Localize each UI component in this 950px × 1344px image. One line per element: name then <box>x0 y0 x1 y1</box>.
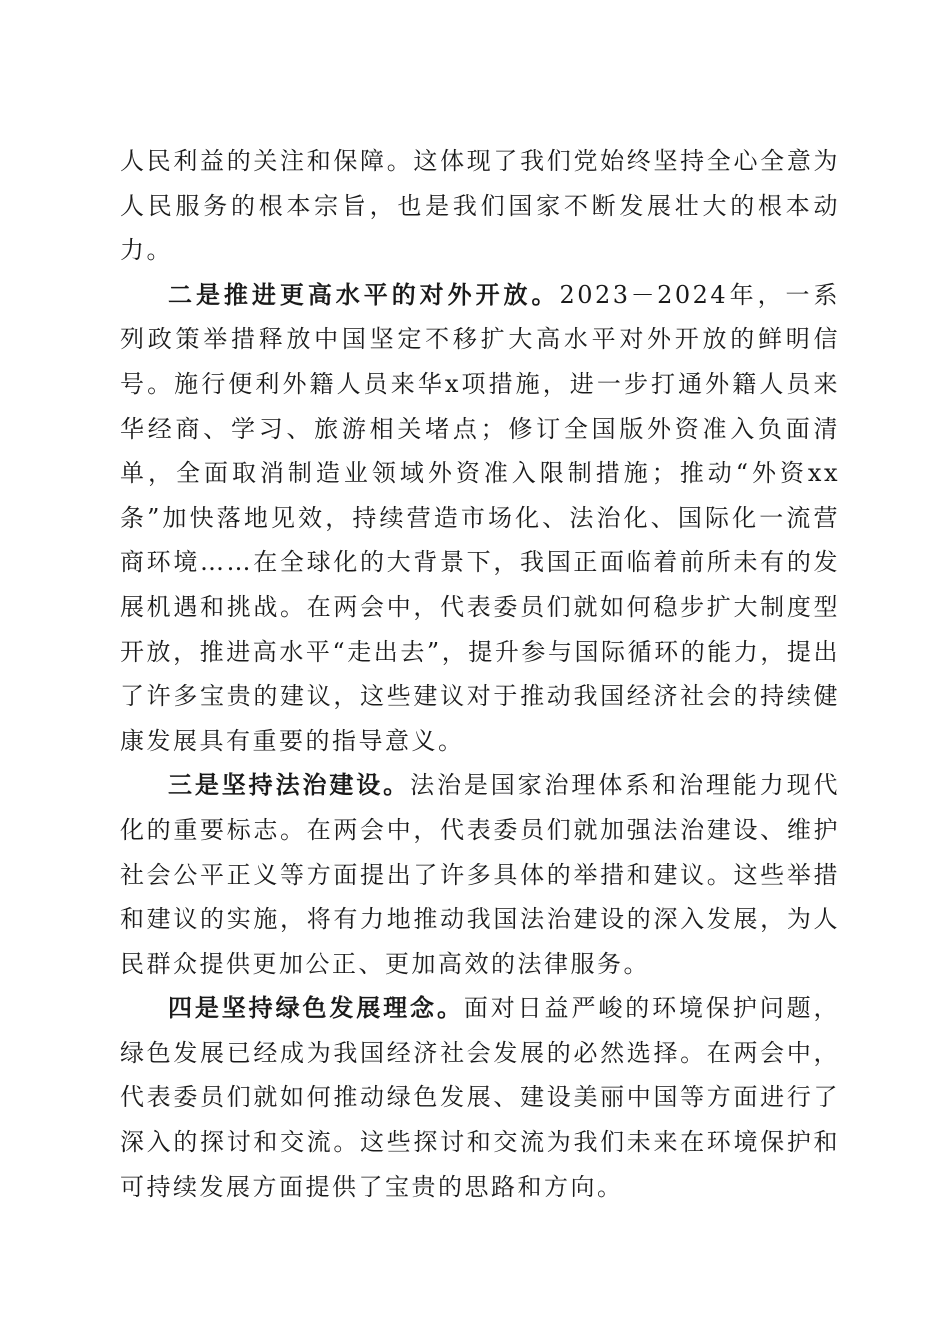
paragraph-opening-up <box>120 273 840 764</box>
paragraph-text: 2023－2024年，一系列政策举措释放中国坚定不移扩大高水平对外开放的鲜明信号。施行便利外籍人员来华x项措施，进一步打通外籍人员来华经商、学习、旅游相关堵点；修订全国版外资准入负面清单，全面取消制造业领域外资准入限制措施；推动“外资xx条”加快落地见效，持续营造市场化、法治化、国际化一流营商环境……在全球化的大背景下，我国正面临着前所未有的发展机遇和挑战。在两会中，代表委员们就如何稳步扩大制度型开放，推进高水平“走出去”，提升参与国际循环的能力，提出了许多宝贵的建议，这些建议对于推动我国经济社会的持续健康发展具有重要的指导意义。 <box>120 280 841 755</box>
paragraph-continuation <box>120 139 840 273</box>
paragraph-green-development <box>120 986 840 1209</box>
paragraph-text: 法治是国家治理体系和治理能力现代化的重要标志。在两会中，代表委员们就加强法治建设、维护社会公平正义等方面提出了许多具体的举措和建议。这些举措和建议的实施，将有力地推动我国法治建设的深入发展，为人民群众提供更加公正、更加高效的法律服务。 <box>120 771 840 978</box>
paragraph-heading: 三是坚持法治建设。 <box>168 770 411 800</box>
paragraph-heading: 二是推进更高水平的对外开放。 <box>168 279 560 309</box>
paragraph-text: 人民利益的关注和保障。这体现了我们党始终坚持全心全意为人民服务的根本宗旨，也是我们国家不断发展壮大的根本动力。 <box>120 147 840 265</box>
paragraph-heading: 四是坚持绿色发展理念。 <box>168 993 464 1023</box>
paragraph-text: 面对日益严峻的环境保护问题，绿色发展已经成为我国经济社会发展的必然选择。在两会中，代表委员们就如何推动绿色发展、建设美丽中国等方面进行了深入的探讨和交流。这些探讨和交流为我们未来在环境保护和可持续发展方面提供了宝贵的思路和方向。 <box>120 994 841 1201</box>
paragraph-rule-of-law <box>120 763 840 986</box>
document-body <box>120 139 840 1209</box>
